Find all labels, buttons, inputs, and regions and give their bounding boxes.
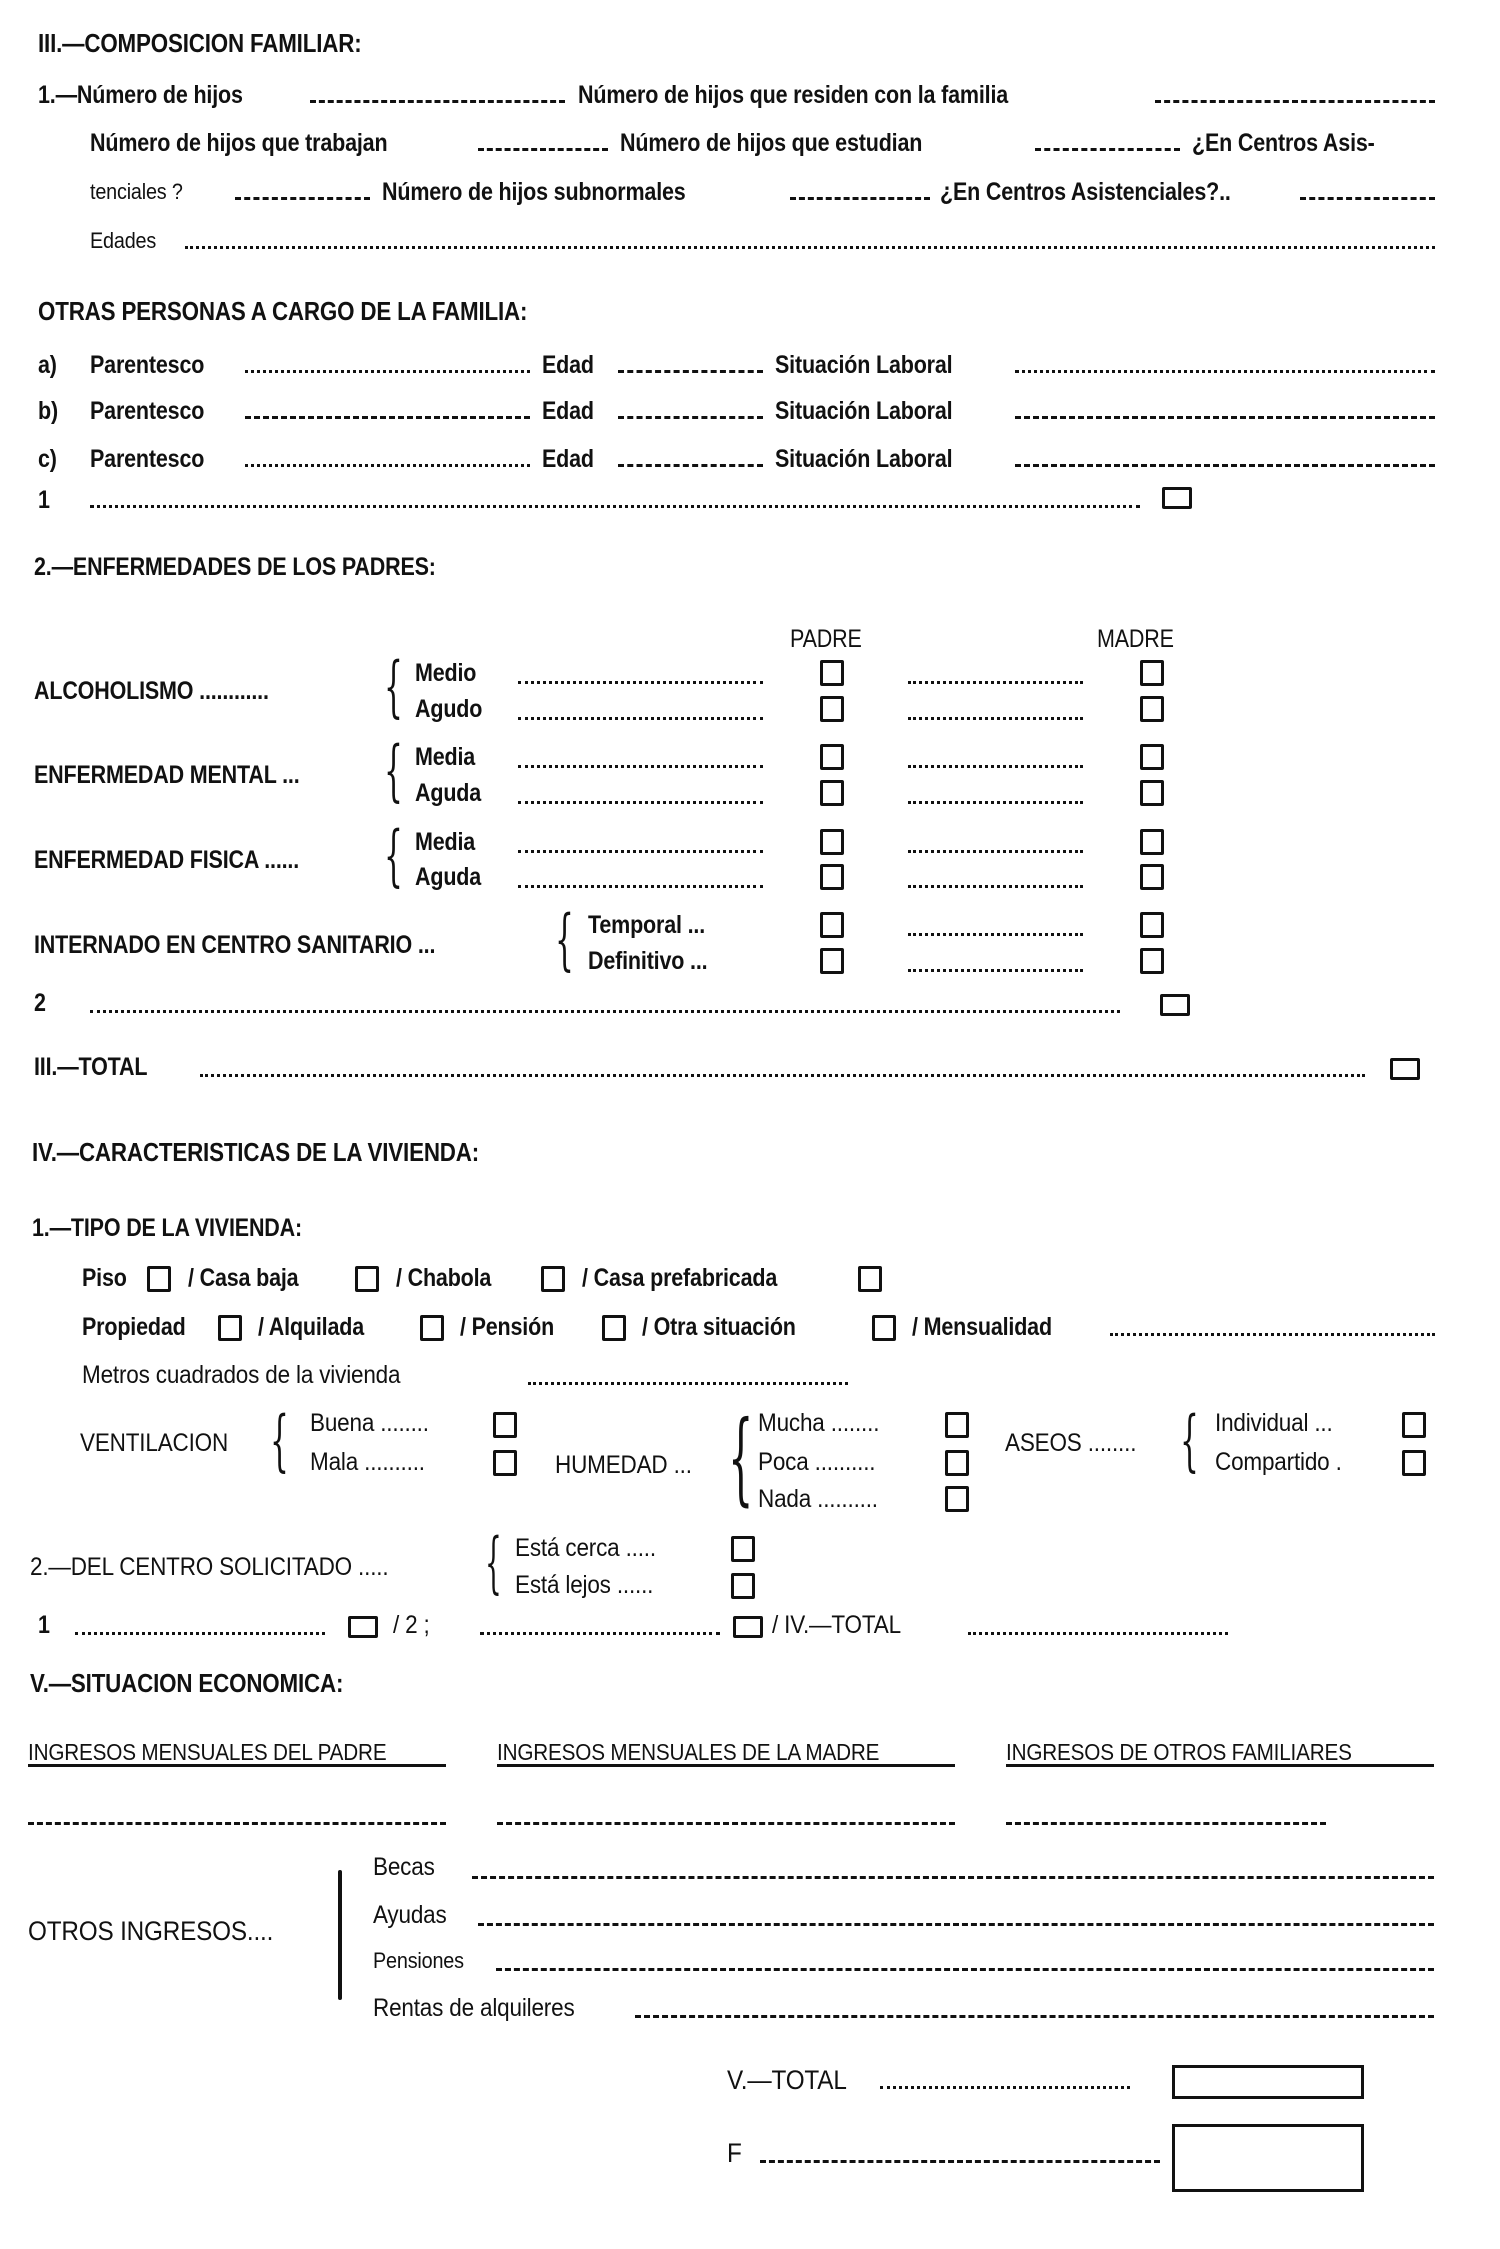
section-iv-total-label: / IV.—TOTAL (772, 1611, 901, 1639)
section-v-heading: V.—SITUACION ECONOMICA: (30, 1668, 344, 1698)
tenciales-label: tenciales ? (90, 179, 183, 204)
brace-icon: { (1180, 1402, 1199, 1479)
dots (518, 765, 763, 768)
dots (908, 885, 1083, 888)
hum-mucha-label: Mucha ........ (758, 1409, 880, 1437)
otros-ingresos-label: OTROS INGRESOS.... (28, 1916, 274, 1946)
madre-checkbox[interactable] (1140, 780, 1164, 806)
casa-prefabricada-label: / Casa prefabricada (582, 1264, 778, 1292)
otra-situacion-label: / Otra situación (642, 1313, 796, 1341)
centros-asistenciales-field-1[interactable] (235, 197, 370, 200)
opt-label: Definitivo ... (588, 947, 708, 975)
hijos-estudian-field[interactable] (1035, 148, 1180, 151)
hijos-estudian-label: Número de hijos que estudian (620, 129, 923, 157)
situacion-laboral-field[interactable] (1015, 464, 1435, 467)
ingresos-madre-header: INGRESOS MENSUALES DE LA MADRE (497, 1739, 880, 1765)
vent-buena-label: Buena ........ (310, 1409, 429, 1437)
ingresos-otros-header: INGRESOS DE OTROS FAMILIARES (1006, 1739, 1352, 1765)
hijos-residen-field[interactable] (1155, 100, 1435, 103)
hijos-subnormales-label: Número de hijos subnormales (382, 178, 686, 206)
hum-mucha-checkbox[interactable] (945, 1412, 969, 1438)
section-iii-total-dots (200, 1074, 1365, 1077)
tipo-vivienda-heading: 1.—TIPO DE LA VIVIENDA: (32, 1214, 303, 1242)
brace-icon: { (485, 1524, 502, 1601)
section-v-total-box[interactable] (1172, 2065, 1364, 2099)
padre-checkbox[interactable] (820, 696, 844, 722)
vent-mala-label: Mala .......... (310, 1448, 425, 1476)
centros-asistenciales-field-2[interactable] (1300, 197, 1435, 200)
padre-checkbox[interactable] (820, 780, 844, 806)
ingresos-padre-field[interactable] (28, 1822, 446, 1825)
section-iii-total-label: III.—TOTAL (34, 1053, 148, 1081)
padre-checkbox[interactable] (820, 660, 844, 686)
parentesco-label: Parentesco (90, 351, 205, 379)
edad-label: Edad (542, 351, 594, 379)
situacion-laboral-field[interactable] (1015, 370, 1435, 373)
rentas-label: Rentas de alquileres (373, 1994, 575, 2022)
hum-poca-label: Poca .......... (758, 1448, 876, 1476)
mensualidad-label: / Mensualidad (912, 1313, 1052, 1341)
opt-label: Medio (415, 659, 477, 687)
iv-sum-1-dots (75, 1632, 325, 1635)
enf-label: INTERNADO EN CENTRO SANITARIO ... (34, 931, 436, 959)
centro-solicitado-label: 2.—DEL CENTRO SOLICITADO ..... (30, 1553, 389, 1581)
centros-asistenciales-label-1: ¿En Centros Asis- (1192, 129, 1375, 157)
parentesco-label: Parentesco (90, 397, 205, 425)
hum-poca-checkbox[interactable] (945, 1450, 969, 1476)
pension-label: / Pensión (460, 1313, 555, 1341)
brace-icon: { (384, 648, 403, 725)
opt-label: Agudo (415, 695, 483, 723)
brace-icon: { (384, 732, 403, 809)
hijos-trabajan-field[interactable] (478, 148, 608, 151)
row-letter: c) (38, 445, 57, 473)
esta-lejos-checkbox[interactable] (731, 1573, 755, 1599)
subtotal-1-dots (90, 505, 1140, 508)
dots (518, 885, 763, 888)
situacion-laboral-field[interactable] (1015, 416, 1435, 419)
aseos-individual-label: Individual ... (1215, 1409, 1333, 1437)
pension-checkbox[interactable] (602, 1315, 626, 1341)
ingresos-padre-underline (28, 1764, 446, 1767)
dots (908, 969, 1083, 972)
subtotal-2-dots (90, 1010, 1120, 1013)
padre-column-header: PADRE (790, 625, 862, 653)
section-iii-total-box[interactable] (1390, 1058, 1420, 1080)
section-iv-heading: IV.—CARACTERISTICAS DE LA VIVIENDA: (32, 1137, 480, 1167)
pensiones-field[interactable] (496, 1968, 1434, 1971)
f-dots (760, 2160, 1160, 2163)
edad-field[interactable] (618, 370, 763, 373)
edades-field[interactable] (185, 246, 1435, 249)
padre-checkbox[interactable] (820, 744, 844, 770)
madre-checkbox[interactable] (1140, 912, 1164, 938)
f-box[interactable] (1172, 2124, 1364, 2192)
row-letter: a) (38, 351, 57, 379)
dots (518, 681, 763, 684)
casa-baja-label: / Casa baja (188, 1264, 299, 1292)
centros-asistenciales-label-2: ¿En Centros Asistenciales?.. (940, 178, 1231, 206)
esta-cerca-checkbox[interactable] (731, 1536, 755, 1562)
madre-checkbox[interactable] (1140, 696, 1164, 722)
chabola-label: / Chabola (396, 1264, 492, 1292)
edad-field[interactable] (618, 464, 763, 467)
alquilada-label: / Alquilada (258, 1313, 365, 1341)
opt-label: Media (415, 828, 476, 856)
metros-cuadrados-field[interactable] (528, 1382, 848, 1385)
madre-checkbox[interactable] (1140, 948, 1164, 974)
num-hijos-field[interactable] (310, 100, 565, 103)
dots (908, 850, 1083, 853)
madre-column-header: MADRE (1097, 625, 1174, 653)
brace-icon: { (555, 901, 574, 978)
section-iii-heading: III.—COMPOSICION FAMILIAR: (38, 28, 362, 58)
parentesco-field[interactable] (245, 370, 530, 373)
opt-label: Aguda (415, 779, 482, 807)
enf-label: ENFERMEDAD FISICA ...... (34, 846, 300, 874)
section-iv-total-field[interactable] (968, 1632, 1228, 1635)
propiedad-checkbox[interactable] (218, 1315, 242, 1341)
casa-baja-checkbox[interactable] (355, 1266, 379, 1292)
padre-checkbox[interactable] (820, 864, 844, 890)
padre-checkbox[interactable] (820, 912, 844, 938)
edad-field[interactable] (618, 416, 763, 419)
vent-buena-checkbox[interactable] (493, 1412, 517, 1438)
esta-lejos-label: Está lejos ...... (515, 1571, 654, 1599)
ingresos-padre-header: INGRESOS MENSUALES DEL PADRE (28, 1739, 387, 1765)
casa-prefabricada-checkbox[interactable] (858, 1266, 882, 1292)
parentesco-field[interactable] (245, 416, 530, 419)
ingresos-otros-field[interactable] (1006, 1822, 1326, 1825)
esta-cerca-label: Está cerca ..... (515, 1534, 656, 1562)
iv-sum-2-box[interactable] (733, 1616, 763, 1638)
subtotal-2-box[interactable] (1160, 994, 1190, 1016)
pensiones-label: Pensiones (373, 1948, 464, 1973)
subtotal-1-label: 1 (38, 486, 50, 514)
madre-checkbox[interactable] (1140, 660, 1164, 686)
chabola-checkbox[interactable] (541, 1266, 565, 1292)
edades-label: Edades (90, 228, 157, 253)
opt-label: Temporal ... (588, 911, 706, 939)
becas-field[interactable] (472, 1876, 1434, 1879)
mensualidad-field[interactable] (1110, 1333, 1435, 1336)
hum-nada-label: Nada .......... (758, 1485, 878, 1513)
edad-label: Edad (542, 397, 594, 425)
ayudas-label: Ayudas (373, 1901, 447, 1929)
parentesco-label: Parentesco (90, 445, 205, 473)
vent-mala-checkbox[interactable] (493, 1450, 517, 1476)
brace-icon: { (728, 1399, 754, 1516)
dots (908, 933, 1083, 936)
otras-personas-heading: OTRAS PERSONAS A CARGO DE LA FAMILIA: (38, 296, 528, 326)
row-letter: b) (38, 397, 58, 425)
madre-checkbox[interactable] (1140, 864, 1164, 890)
dots (908, 717, 1083, 720)
brace-icon: { (384, 817, 403, 894)
situacion-laboral-label: Situación Laboral (775, 445, 953, 473)
humedad-label: HUMEDAD ... (555, 1451, 692, 1479)
rentas-field[interactable] (635, 2015, 1434, 2018)
subtotal-1-box[interactable] (1162, 487, 1192, 509)
dots (908, 801, 1083, 804)
alquilada-checkbox[interactable] (420, 1315, 444, 1341)
iv-sum-1-box[interactable] (348, 1616, 378, 1638)
edad-label: Edad (542, 445, 594, 473)
ingresos-madre-field[interactable] (497, 1822, 955, 1825)
num-hijos-label: 1.—Número de hijos (38, 81, 243, 109)
f-label: F (727, 2138, 742, 2168)
ayudas-field[interactable] (478, 1923, 1434, 1926)
becas-label: Becas (373, 1853, 435, 1881)
hijos-residen-label: Número de hijos que residen con la familia (578, 81, 1009, 109)
aseos-compartido-checkbox[interactable] (1402, 1450, 1426, 1476)
madre-checkbox[interactable] (1140, 744, 1164, 770)
iv-sum-2-dots (480, 1632, 720, 1635)
enf-label: ENFERMEDAD MENTAL ... (34, 761, 300, 789)
dots (518, 850, 763, 853)
dots (518, 801, 763, 804)
madre-checkbox[interactable] (1140, 829, 1164, 855)
otra-situacion-checkbox[interactable] (872, 1315, 896, 1341)
piso-label: Piso (82, 1264, 127, 1292)
opt-label: Aguda (415, 863, 482, 891)
situacion-laboral-label: Situación Laboral (775, 351, 953, 379)
iv-sum-2-label: / 2 ; (393, 1611, 430, 1639)
hum-nada-checkbox[interactable] (945, 1486, 969, 1512)
enf-label: ALCOHOLISMO ............ (34, 677, 269, 705)
aseos-label: ASEOS ........ (1005, 1429, 1137, 1457)
otros-ingresos-brace-icon (338, 1870, 342, 2000)
dots (518, 717, 763, 720)
aseos-compartido-label: Compartido . (1215, 1448, 1342, 1476)
section-v-total-dots (880, 2086, 1130, 2089)
section-v-total-label: V.—TOTAL (727, 2065, 847, 2095)
opt-label: Media (415, 743, 476, 771)
piso-checkbox[interactable] (147, 1266, 171, 1292)
hijos-trabajan-label: Número de hijos que trabajan (90, 129, 388, 157)
parentesco-field[interactable] (245, 464, 530, 467)
hijos-subnormales-field[interactable] (790, 197, 930, 200)
situacion-laboral-label: Situación Laboral (775, 397, 953, 425)
dots (908, 765, 1083, 768)
iv-sum-1-label: 1 (38, 1611, 50, 1639)
padre-checkbox[interactable] (820, 948, 844, 974)
subtotal-2-label: 2 (34, 989, 46, 1017)
padre-checkbox[interactable] (820, 829, 844, 855)
enfermedades-heading: 2.—ENFERMEDADES DE LOS PADRES: (34, 553, 436, 581)
dots (908, 681, 1083, 684)
ventilacion-label: VENTILACION (80, 1429, 229, 1457)
ingresos-otros-underline (1006, 1764, 1434, 1767)
metros-cuadrados-label: Metros cuadrados de la vivienda (82, 1361, 401, 1389)
propiedad-label: Propiedad (82, 1313, 186, 1341)
aseos-individual-checkbox[interactable] (1402, 1412, 1426, 1438)
ingresos-madre-underline (497, 1764, 955, 1767)
brace-icon: { (270, 1402, 289, 1479)
